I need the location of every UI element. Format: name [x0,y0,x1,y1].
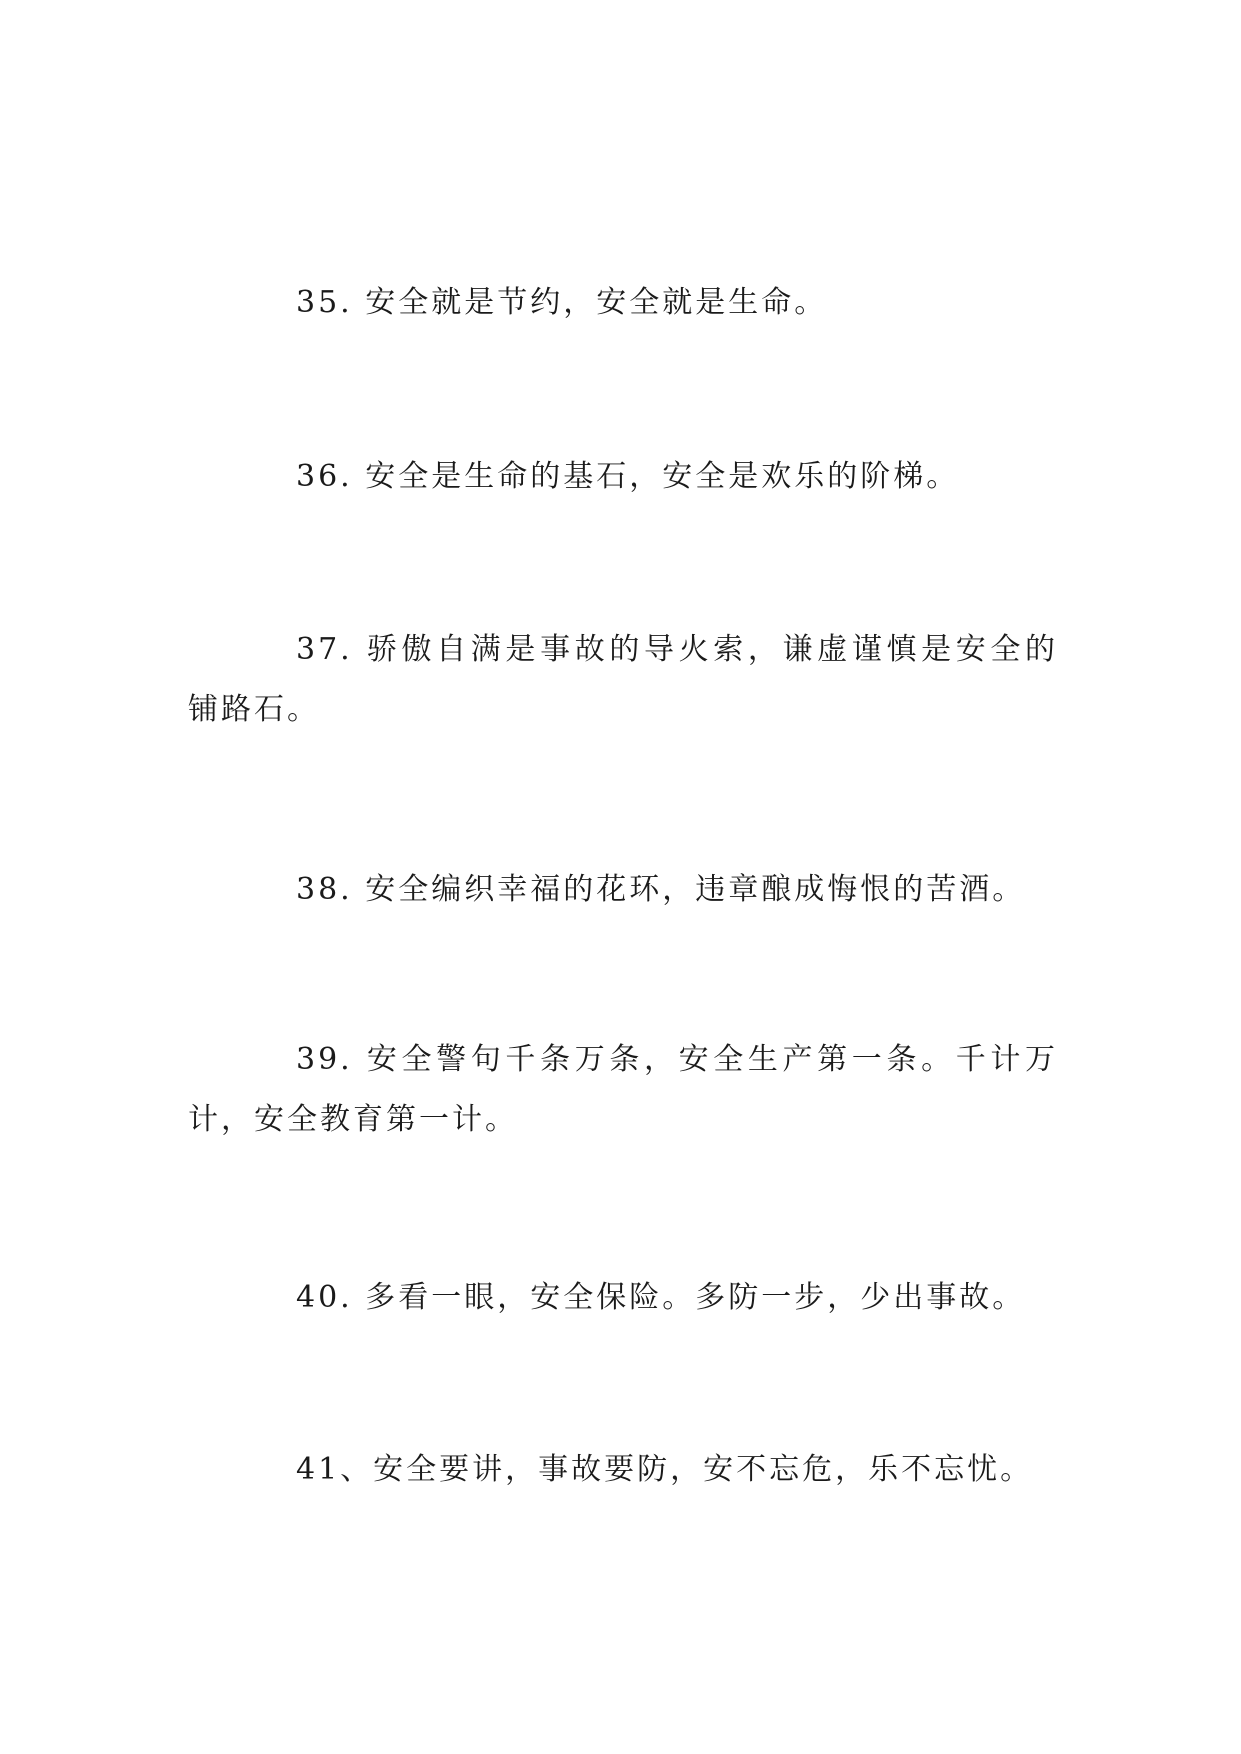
slogan-paragraph-41: 41、安全要讲，事故要防，安不忘危，乐不忘忧。 [296,1452,1034,1487]
slogan-paragraph-35: 35. 安全就是节约，安全就是生命。 [296,285,828,320]
slogan-paragraph-40: 40. 多看一眼，安全保险。多防一步，少出事故。 [296,1280,1026,1315]
slogan-paragraph-39: 39. 安全警句千条万条，安全生产第一条。千计万计，安全教育第一计。 [188,1042,1058,1137]
slogan-paragraph-36: 36. 安全是生命的基石，安全是欢乐的阶梯。 [296,459,960,494]
slogan-paragraph-37: 37. 骄傲自满是事故的导火索，谦虚谨慎是安全的铺路石。 [188,632,1058,727]
slogan-paragraph-38: 38. 安全编织幸福的花环，违章酿成悔恨的苦酒。 [296,872,1026,907]
